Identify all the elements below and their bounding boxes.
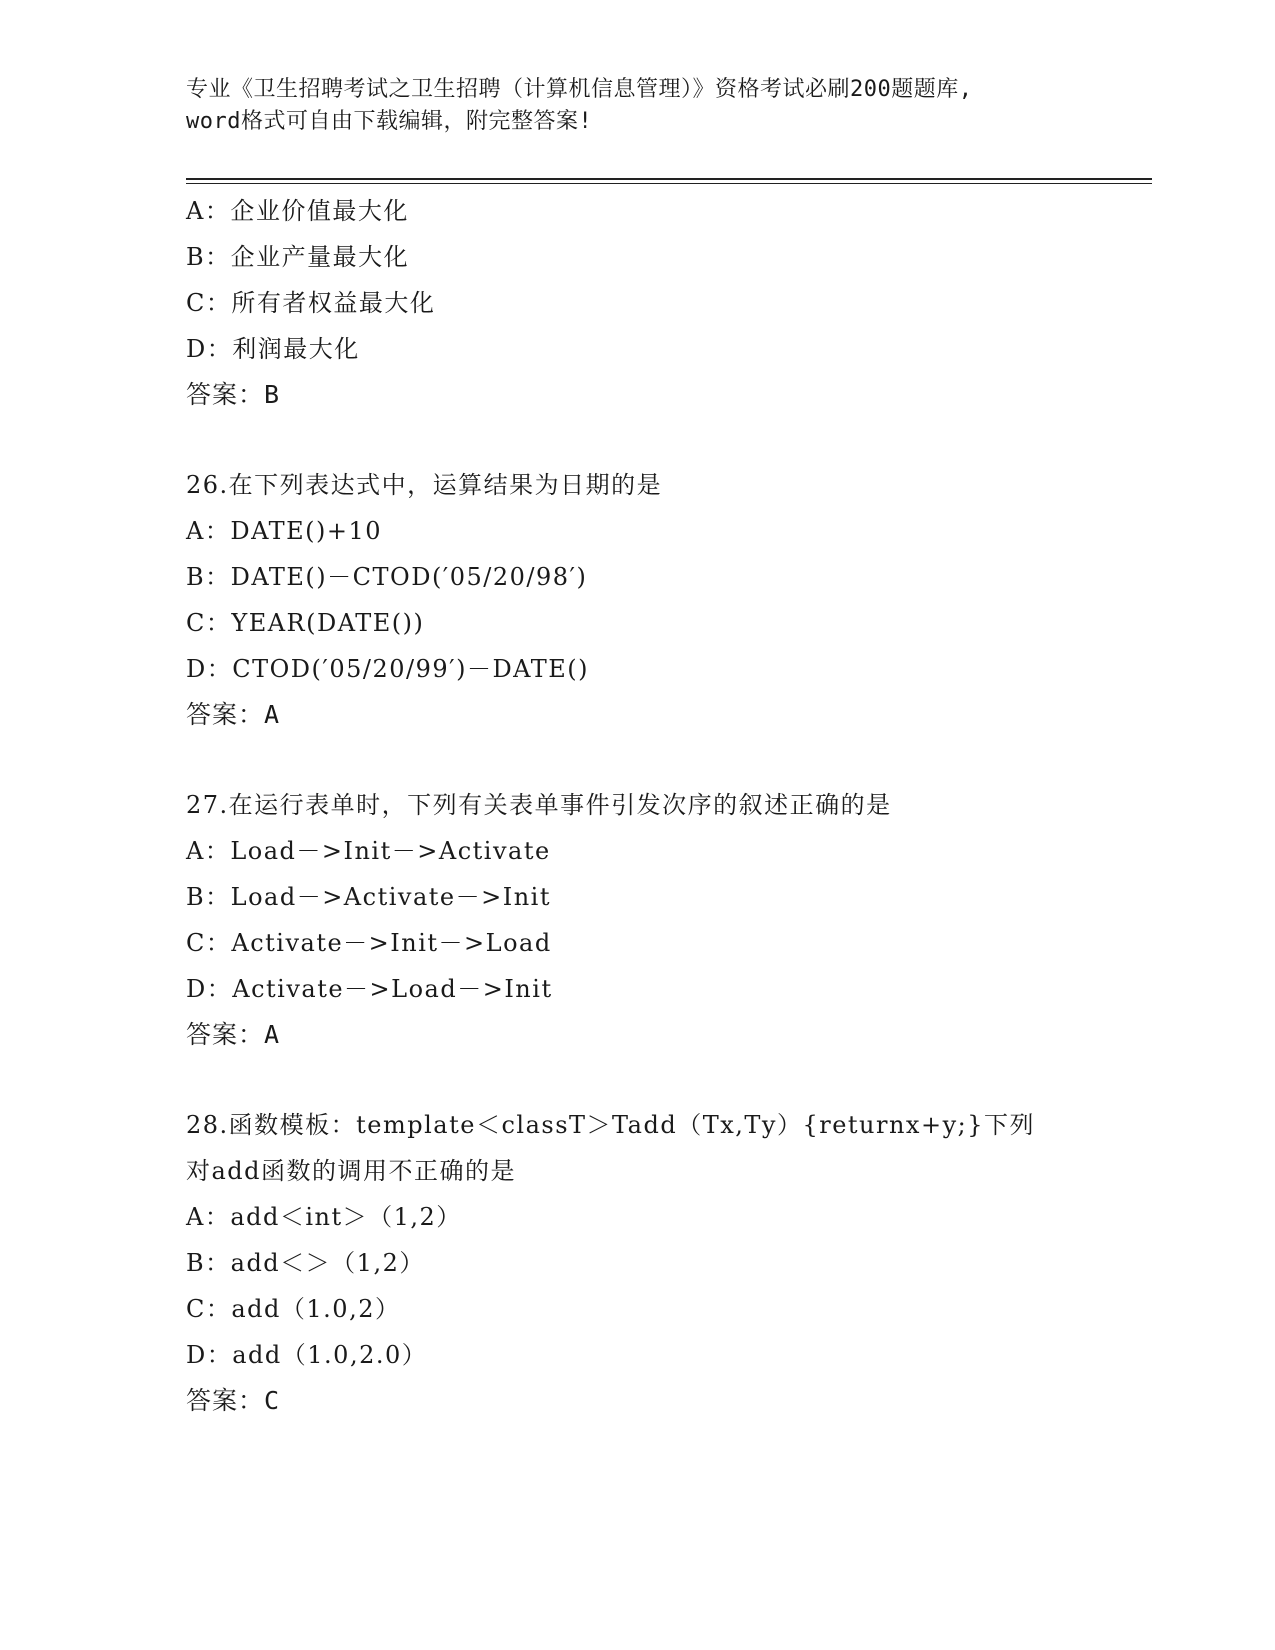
header-title-line: 专业《卫生招聘考试之卫生招聘（计算机信息管理）》资格考试必刷200题题库,: [186, 77, 973, 102]
header-divider-thin: [186, 183, 1152, 184]
header-subtitle-line: word格式可自由下载编辑，附完整答案!: [186, 109, 593, 134]
option-d: D：CTOD(′05/20/99′)－DATE(): [186, 655, 589, 683]
option-b: B：企业产量最大化: [186, 243, 410, 271]
answer-line: 答案：B: [186, 380, 281, 409]
answer-line: 答案：C: [186, 1386, 281, 1415]
question-block-26: [186, 462, 1152, 738]
spacer: [186, 1058, 1152, 1102]
question-text: 28.函数模板：template＜classT＞Tadd（Tx,Ty）{returnx+y;}下列: [186, 1111, 1035, 1139]
option-b: B：Load－>Activate－>Init: [186, 883, 551, 911]
option-d: D：add（1.0,2.0）: [186, 1341, 428, 1369]
spacer: [186, 418, 1152, 462]
spacer: [186, 738, 1152, 782]
question-block-27: [186, 782, 1152, 1058]
question-text: 26.在下列表达式中，运算结果为日期的是: [186, 471, 663, 499]
header-divider-thick: [186, 178, 1152, 180]
option-a: A：Load－>Init－>Activate: [186, 837, 551, 865]
answer-line: 答案：A: [186, 1020, 281, 1049]
option-c: C：add（1.0,2）: [186, 1295, 401, 1323]
question-text: 27.在运行表单时，下列有关表单事件引发次序的叙述正确的是: [186, 791, 892, 819]
option-b: B：add＜＞（1,2）: [186, 1249, 425, 1277]
document-header: [186, 74, 1086, 138]
option-c: C：Activate－>Init－>Load: [186, 929, 552, 957]
question-block-25: [186, 188, 1152, 418]
option-a: A：DATE()+10: [186, 517, 382, 545]
option-b: B：DATE()－CTOD(′05/20/98′): [186, 563, 588, 591]
question-list: [186, 188, 1152, 1424]
question-text-continued: 对add函数的调用不正确的是: [186, 1157, 517, 1185]
option-a: A：企业价值最大化: [186, 197, 409, 225]
option-d: D：利润最大化: [186, 335, 360, 363]
question-block-28: [186, 1102, 1152, 1424]
option-c: C：所有者权益最大化: [186, 289, 436, 317]
option-a: A：add＜int＞（1,2）: [186, 1203, 462, 1231]
answer-line: 答案：A: [186, 700, 281, 729]
option-c: C：YEAR(DATE()): [186, 609, 425, 637]
option-d: D：Activate－>Load－>Init: [186, 975, 553, 1003]
